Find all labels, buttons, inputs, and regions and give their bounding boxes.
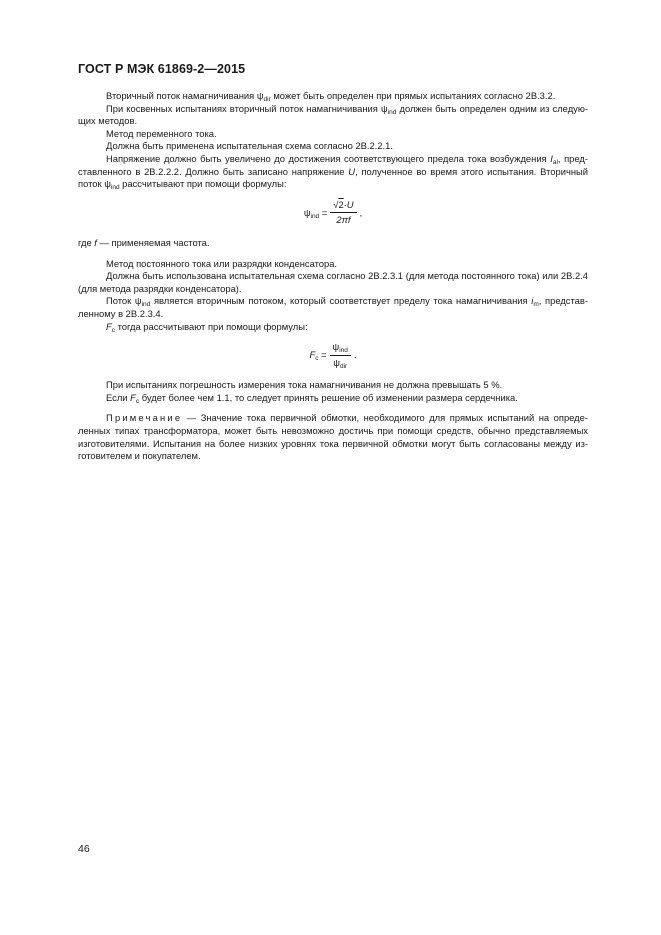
paragraph: Должна быть применена испытательная схема согласно 2В.2.2.1. [106, 140, 393, 152]
paragraph: Если $F_c$ будет более чем 1.1, то следует принять решение об изменении размера сердечника. [106, 391, 518, 405]
paragraph: Должна быть использована испытательная схема согласно 2В.2.3.1 (для метода постоянного тока) или 2В.2.4 (для метода разрядки конденсатора). [78, 270, 588, 294]
note: Примечание — Значение тока первичной обмотки, необходимого для прямых испытаний на опреде-ленных типах трансформатора, может быть невозможно достичь при помощи средств, обычно представляемых изготовителями. Испытания на более низких уровнях тока первичной обмотки могут быть согласованы между из-готовителем и покупателем. [78, 412, 588, 462]
document-header: ГОСТ Р МЭК 61869-2—2015 [78, 62, 246, 76]
paragraph: Поток $\psi_{ind}$ является вторичным потоком, который соответствует пределу тока намагничивания $i_m$, представ-ленному в 2В.2.3.4. [78, 295, 588, 319]
formula-fc: $F_c$ = $\frac{\psi_{ind}}{\psi_{dir}}$ . [309, 341, 357, 370]
paragraph: При косвенных испытаниях вторичный поток намагничивания $\psi_{ind}$ должен быть определен одним из следую-щих методов. [78, 102, 589, 127]
paragraph: При испытаниях погрешность измерения тока намагничивания не должна превышать 5 %. [106, 379, 503, 391]
note-label: Примечание [106, 412, 183, 424]
paragraph: Напряжение должно быть увеличено до достижения соответствующего предела тока возбуждения $I_{al}$, пред-ставленного в 2В.2.2.2. Должно быть записано напряжение U, полученное во время этого испытания. Вторичный поток $\psi_{ind}$ рассчитывают при помощи формулы: [78, 152, 588, 192]
formula-psi-ind: $\psi_{ind}$ = $\frac{√2\cdot U}{2\pi f}$ , [303, 198, 363, 226]
paragraph: где f — применяемая частота. [78, 236, 210, 248]
page-number: 46 [78, 843, 90, 855]
paragraph: $F_c$ тогда рассчитывают при помощи формулы: [106, 320, 308, 334]
document-body [78, 90, 588, 463]
paragraph: Метод переменного тока. [106, 127, 217, 139]
paragraph: Вторичный поток намагничивания $\psi_{dir}$ может быть определен при прямых испытаниях согласно 2В.3.2. [106, 90, 556, 103]
paragraph: Метод постоянного тока или разрядки конденсатора. [106, 257, 338, 269]
